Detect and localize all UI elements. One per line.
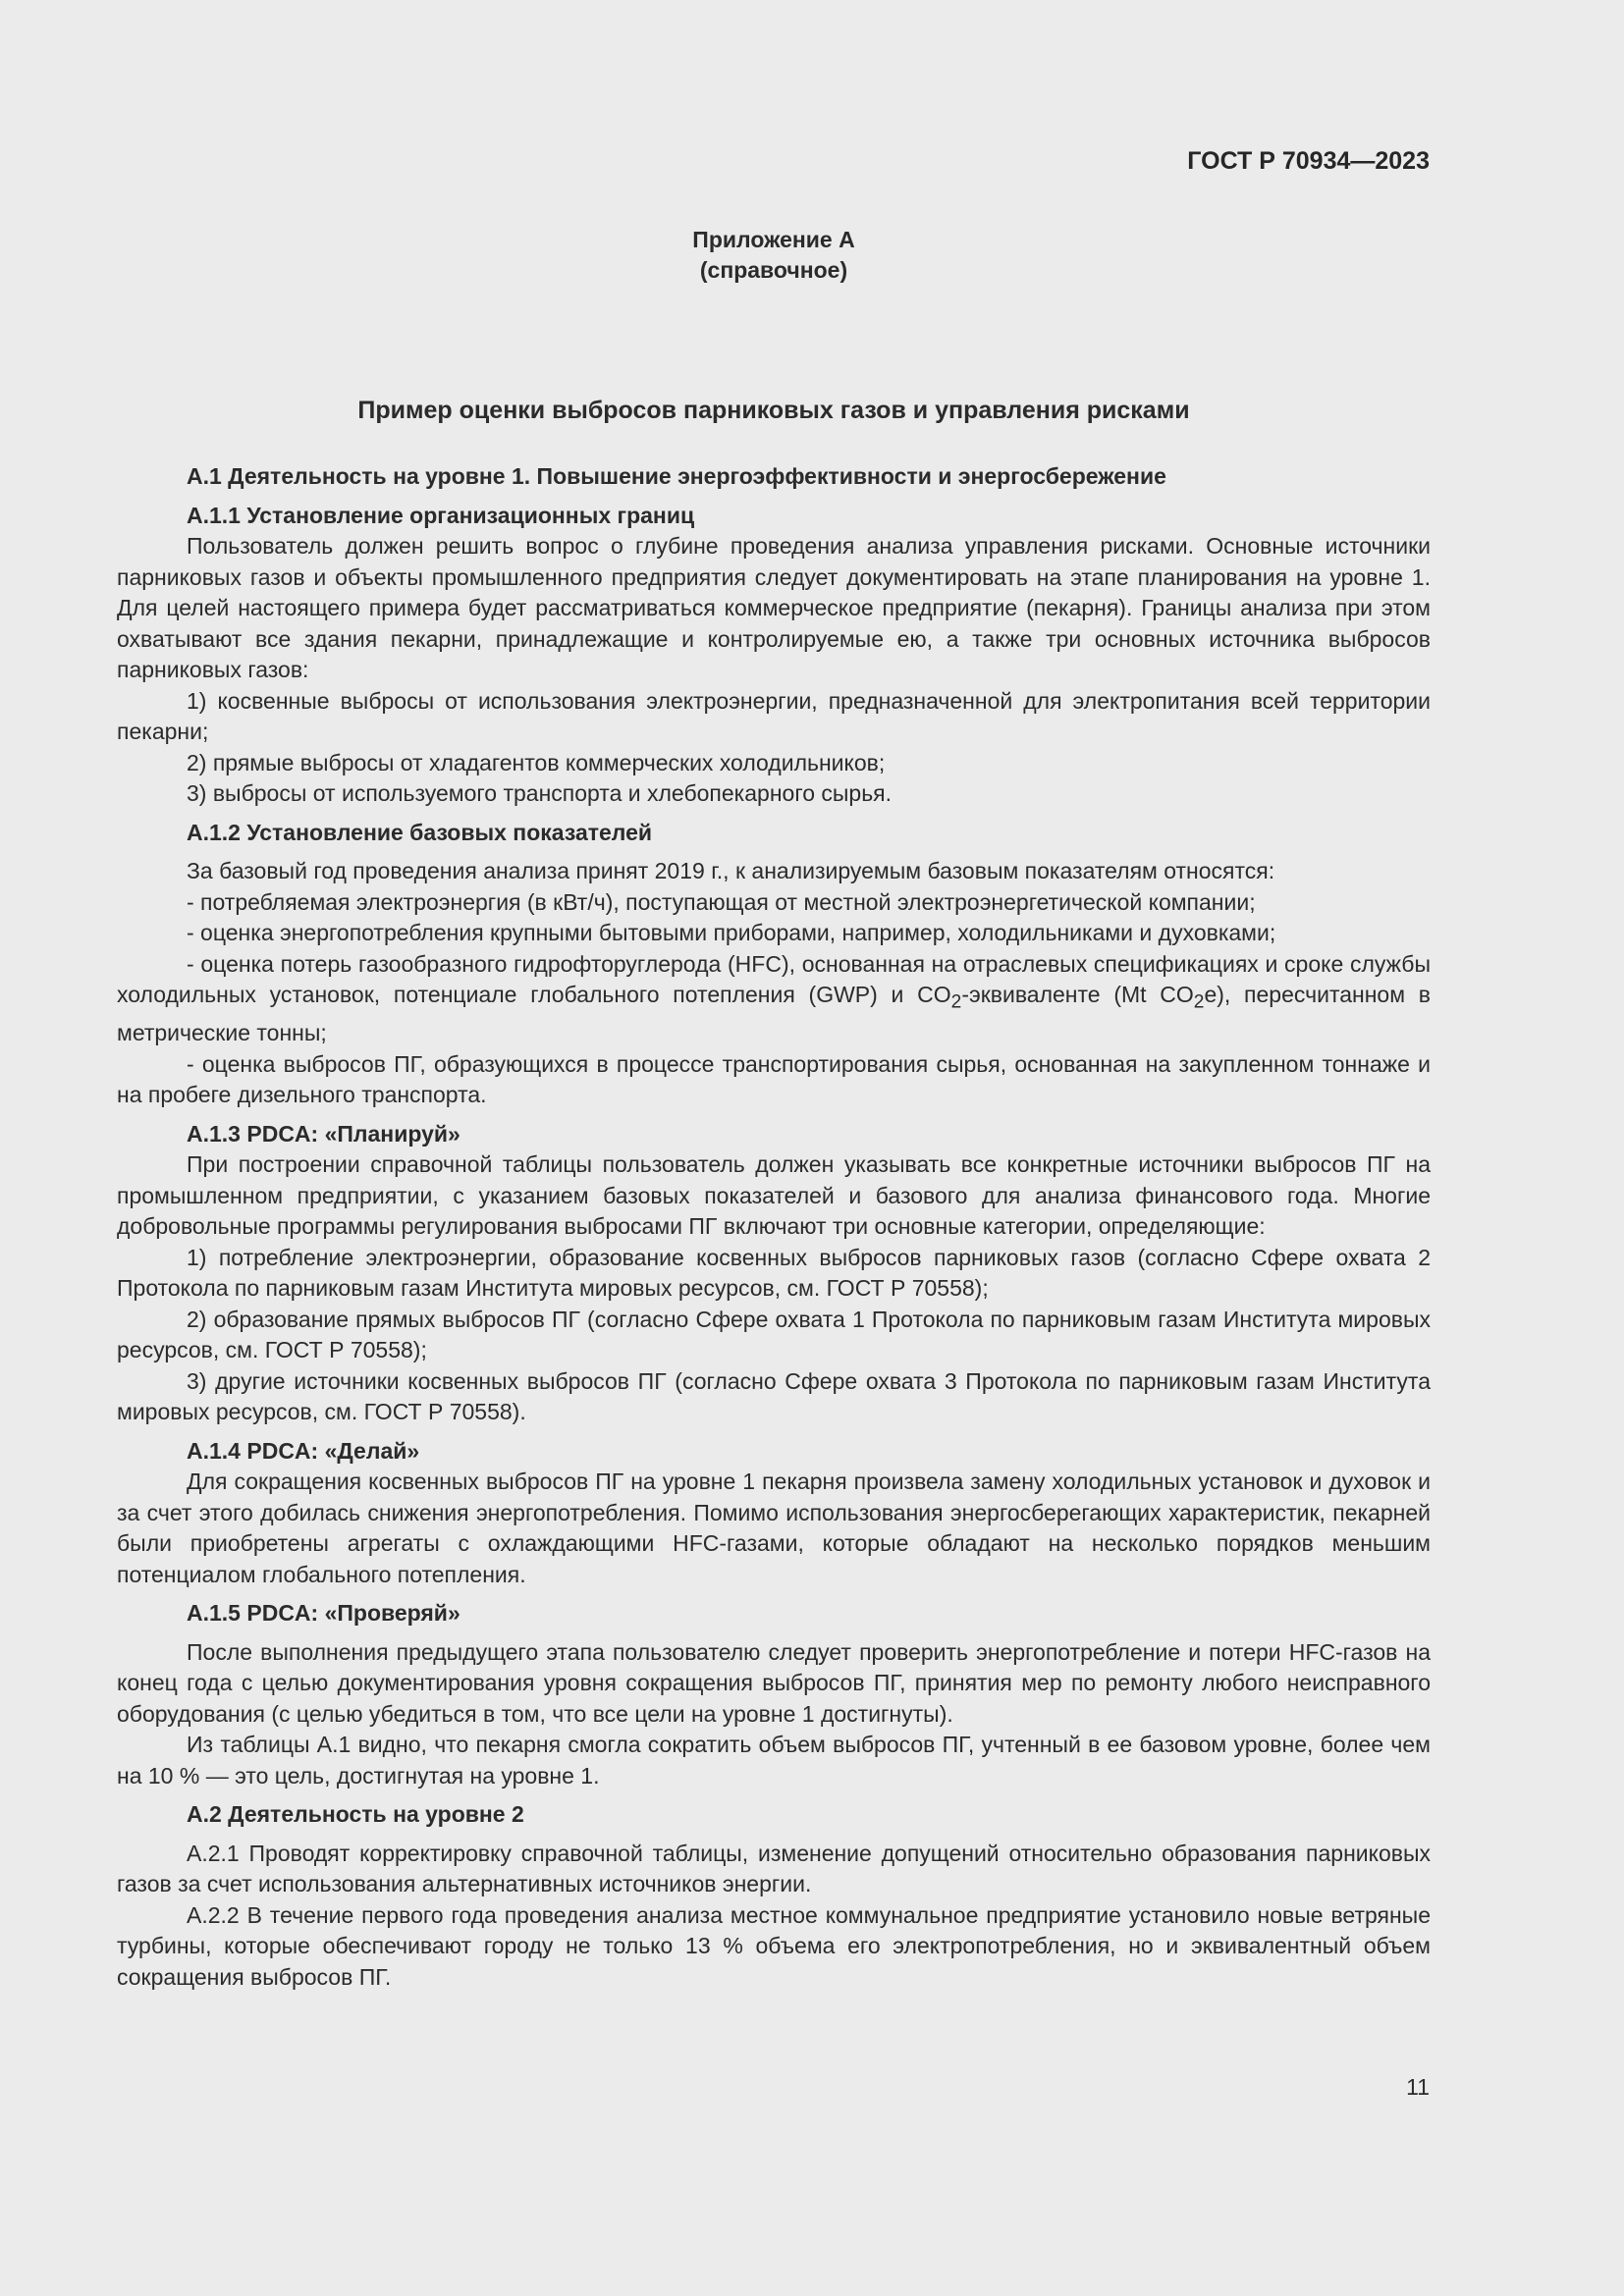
appendix-label: Приложение А: [692, 227, 855, 252]
section-a13-paragraph: При построении справочной таблицы пользователь должен указывать все конкретные источники выбросов ПГ на промышленном предприятии, с указанием базовых показателей и базового для анализа финансового года. Многие добровольные программы регулирования выбросами ПГ включают три основные категории, определяющие:: [117, 1151, 1431, 1240]
section-a2-heading: А.2 Деятельность на уровне 2: [187, 1801, 524, 1828]
section-a21-paragraph: А.2.1 Проводят корректировку справочной таблицы, изменение допущений относительно образования парниковых газов за счет использования альтернативных источников энергии.: [117, 1840, 1431, 1897]
section-a22-paragraph: А.2.2 В течение первого года проведения анализа местное коммунальное предприятие установило новые ветряные турбины, которые обеспечивают городу не только 13 % объема его электропотребления, но и эквивалентный объем сокращения выбросов ПГ.: [117, 1901, 1431, 1990]
section-a13-heading: А.1.3 PDCA: «Планируй»: [187, 1120, 460, 1147]
section-a15-paragraph-2: Из таблицы А.1 видно, что пекарня смогла сократить объем выбросов ПГ, учтенный в ее базовом уровне, более чем на 10 % — это цель, достигнутая на уровне 1.: [117, 1732, 1431, 1789]
document-code: ГОСТ Р 70934—2023: [1187, 147, 1430, 175]
list-item: 3) выбросы от используемого транспорта и хлебопекарного сырья.: [187, 780, 893, 806]
subscript: 2: [1193, 991, 1205, 1013]
list-item: - оценка выбросов ПГ, образующихся в процессе транспортирования сырья, основанная на закупленном тоннаже и на пробеге дизельного транспорта.: [117, 1050, 1431, 1108]
text-run: - оценка потерь газообразного гидрофторуглерода (HFC), основанная на отраслевых спецификациях и сроке службы холодильных установок, потенциале глобального потепления (GWP) и CO: [117, 950, 1431, 1007]
document-body: [117, 461, 1431, 1993]
list-item: 2) прямые выбросы от хладагентов коммерческих холодильников;: [187, 749, 886, 775]
subscript: 2: [950, 991, 962, 1013]
section-a15-paragraph: После выполнения предыдущего этапа пользователю следует проверить энергопотребление и потери HFC-газов на конец года с целью документирования уровня сокращения выбросов ПГ, принятия мер по ремонту любого неисправного оборудования (с целью убедиться в том, что все цели на уровне 1 достигнуты).: [117, 1638, 1431, 1727]
list-item: - оценка энергопотребления крупными бытовыми приборами, например, холодильниками и духовками;: [187, 920, 1276, 945]
list-item: 1) косвенные выбросы от использования электроэнергии, предназначенной для электропитания всей территории пекарни;: [117, 687, 1431, 744]
section-a15-heading: А.1.5 PDCA: «Проверяй»: [187, 1600, 460, 1627]
section-a14-paragraph: Для сокращения косвенных выбросов ПГ на уровне 1 пекарня произвела замену холодильных установок и духовок и за счет этого добилась снижения энергопотребления. Помимо использования энергосберегающих характеристик, пекарней были приобретены агрегаты с охлаждающими HFC-газами, которые обладают на несколько порядков меньшим потенциалом глобального потепления.: [117, 1468, 1431, 1587]
list-item: 2) образование прямых выбросов ПГ (согласно Сфере охвата 1 Протокола по парниковым газам Института мировых ресурсов, см. ГОСТ Р 70558);: [117, 1306, 1431, 1363]
text-run: -эквиваленте (Mt CO: [961, 982, 1194, 1007]
page-number: 11: [1406, 2074, 1430, 2100]
list-item-hfc: [117, 949, 1431, 1049]
text-run: e), пересчитанном в метрические тонны;: [117, 982, 1431, 1046]
list-item: 3) другие источники косвенных выбросов ПГ (согласно Сфере охвата 3 Протокола по парниковым газам Института мировых ресурсов, см. ГОСТ Р 70558).: [117, 1367, 1431, 1425]
appendix-heading: [0, 225, 1547, 286]
section-a1-heading: А.1 Деятельность на уровне 1. Повышение энергоэффективности и энергосбережение: [187, 463, 1166, 489]
section-a11-heading: А.1.1 Установление организационных границ: [187, 502, 695, 528]
appendix-kind: (справочное): [699, 257, 848, 283]
section-a12-heading: А.1.2 Установление базовых показателей: [187, 819, 653, 845]
list-item: 1) потребление электроэнергии, образование косвенных выбросов парниковых газов (согласно Сфере охвата 2 Протокола по парниковым газам Института мировых ресурсов, см. ГОСТ Р 70558);: [117, 1244, 1431, 1302]
list-item: - потребляемая электроэнергия (в кВт/ч), поступающая от местной электроэнергетической компании;: [187, 888, 1256, 915]
section-a14-heading: А.1.4 PDCA: «Делай»: [187, 1437, 420, 1464]
appendix-title: Пример оценки выбросов парниковых газов и управления рисками: [357, 397, 1190, 424]
section-a11-paragraph: Пользователь должен решить вопрос о глубине проведения анализа управления рисками. Основные источники парниковых газов и объекты промышленного предприятия следует документировать на этапе планирования на уровне 1. Для целей настоящего примера будет рассматриваться коммерческое предприятие (пекарня). Границы анализа при этом охватывают все здания пекарни, принадлежащие и контролируемые ею, а также три основных источника выбросов парниковых газов:: [117, 533, 1431, 682]
section-a12-paragraph: За базовый год проведения анализа принят 2019 г., к анализируемым базовым показателям относятся:: [187, 858, 1275, 883]
